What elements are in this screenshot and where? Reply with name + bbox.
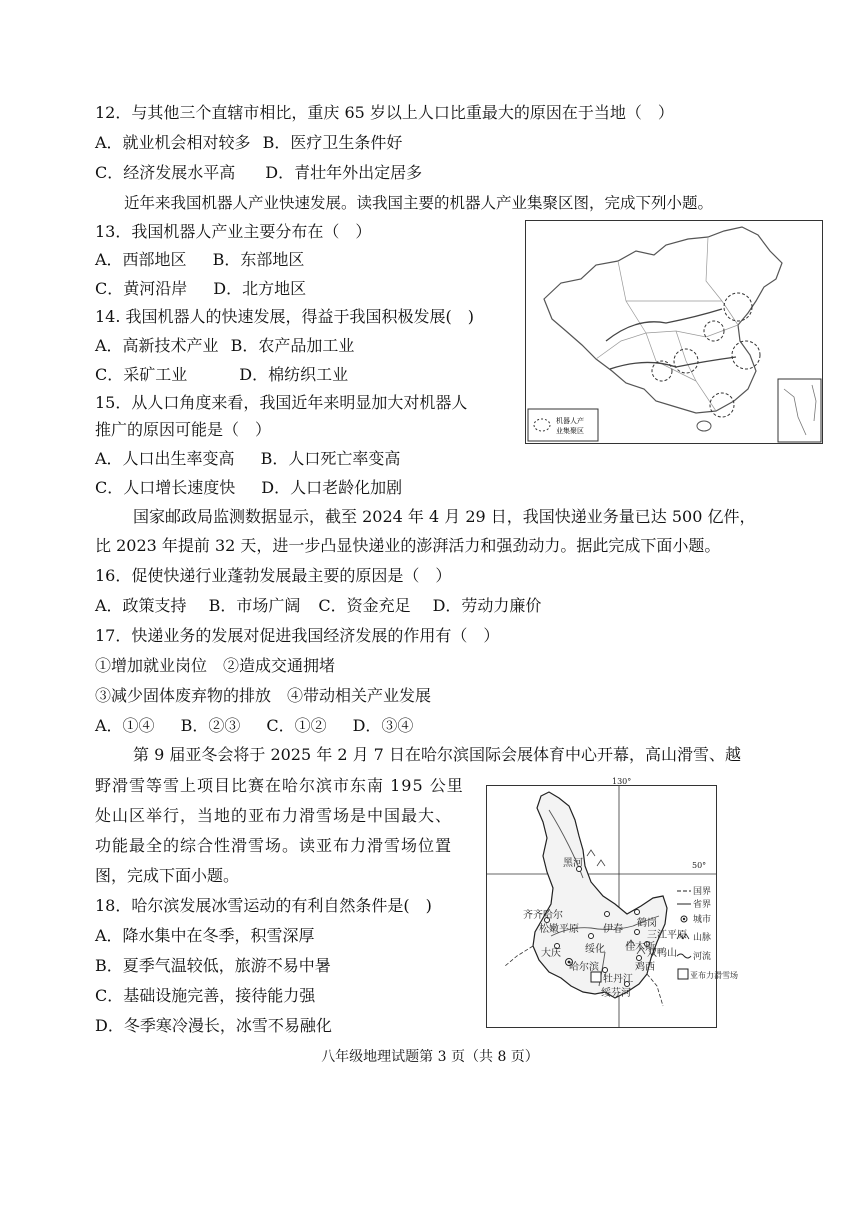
q16-option-b[interactable]: B．市场广阔 (208, 596, 301, 615)
express-intro-line2: 比 2023 年提前 32 天，进一步凸显快递业的澎湃活力和强劲动力。据此完成下面小题。 (95, 536, 721, 555)
q12-option-a[interactable]: A．就业机会相对较多 (95, 133, 251, 152)
ski-intro-line1: 第 9 届亚冬会将于 2025 年 2 月 7 日在哈尔滨国际会展体育中心开幕，高山滑雪、越 (133, 745, 741, 764)
q15-option-d[interactable]: D．人口老龄化加剧 (261, 478, 403, 497)
q14-option-a[interactable]: A．高新技术产业 (95, 336, 219, 355)
q16-option-a[interactable]: A．政策支持 (95, 596, 187, 615)
label-hegang: 鹤岗 (637, 918, 657, 929)
q13-option-c[interactable]: C．黄河沿岸 (95, 279, 188, 298)
label-sanjiang: 三江平原 (647, 930, 687, 941)
q13-stem: 13．我国机器人产业主要分布在（ ） (95, 222, 372, 241)
label-qiqihar: 齐齐哈尔 (523, 910, 563, 921)
q12-options-cd (95, 163, 422, 183)
q17-option-b[interactable]: B．②③ (180, 716, 241, 735)
city-dot-mudanjiang (603, 968, 608, 973)
q18-option-a[interactable]: A．降水集中在冬季，积雪深厚 (95, 926, 315, 945)
city-dot-yichun (605, 912, 610, 917)
q14-option-d[interactable]: D．棉纺织工业 (239, 365, 349, 384)
q17-option-a[interactable]: A．①④ (95, 716, 155, 735)
q17-items-34 (95, 686, 431, 706)
china-map-graphic (526, 221, 822, 443)
heilongjiang-map-graphic (487, 777, 738, 1027)
q17-item-2: ②造成交通拥堵 (223, 656, 336, 675)
legend-mountain-label: 山脉 (693, 933, 712, 943)
q17-option-d[interactable]: D．③④ (352, 716, 414, 735)
q13-option-b[interactable]: B．东部地区 (212, 250, 305, 269)
q18-option-d[interactable]: D．冬季寒冷漫长，冰雪不易融化 (95, 1016, 332, 1035)
city-dot-suihua (589, 934, 594, 939)
ski-intro-line2: 野滑雪等雪上项目比赛在哈尔滨市东南 195 公里 (95, 776, 464, 795)
cluster-pearl-delta (710, 393, 734, 417)
q13-options-ab (95, 250, 304, 270)
legend-river-icon (677, 954, 691, 958)
legend-river-label: 河流 (693, 952, 712, 962)
label-mudanjiang: 牡丹江 (603, 974, 633, 985)
q16-options (95, 596, 541, 616)
q17-item-1: ①增加就业岗位 (95, 656, 208, 675)
q17-option-c[interactable]: C．①② (266, 716, 327, 735)
yabuli-ski-resort-marker (591, 972, 601, 982)
yabuli-location-map (486, 777, 738, 1028)
q15-option-c[interactable]: C．人口增长速度快 (95, 478, 236, 497)
city-dot-jixi (637, 956, 642, 961)
express-intro-line1: 国家邮政局监测数据显示，截至 2024 年 4 月 29 日，我国快递业务量已达 500 亿件， (133, 507, 756, 526)
q16-option-d[interactable]: D．劳动力廉价 (432, 596, 542, 615)
page-footer: 八年级地理试题第 3 页（共 8 页） (321, 1049, 539, 1065)
q12-option-b[interactable]: B．医疗卫生条件好 (262, 133, 403, 152)
china-map-legend (528, 409, 598, 441)
label-suifenhe: 绥芬河 (601, 988, 631, 999)
q14-stem: 14. 我国机器人的快速发展，得益于我国积极发展( ) (95, 307, 475, 326)
legend-cluster-label-1: 机器人产 (556, 417, 584, 425)
legend-city-label: 城市 (693, 915, 712, 925)
q13-options-cd (95, 279, 306, 299)
label-jiamusi: 佳木斯 (625, 942, 655, 953)
q18-option-b[interactable]: B．夏季气温较低，旅游不易中暑 (95, 956, 331, 975)
city-dot-hegang (635, 910, 640, 915)
q14-option-b[interactable]: B．农产品加工业 (230, 336, 355, 355)
legend-cluster-label-2: 业集聚区 (556, 427, 584, 435)
q18-stem: 18．哈尔滨发展冰雪运动的有利自然条件是( ) (95, 896, 432, 915)
q12-option-c[interactable]: C．经济发展水平高 (95, 163, 236, 182)
q15-stem-line2: 推广的原因可能是（ ） (95, 420, 272, 439)
q13-option-a[interactable]: A．西部地区 (95, 250, 187, 269)
q16-stem: 16．促使快递行业蓬勃发展最主要的原因是（ ） (95, 566, 452, 585)
cluster-yangtze-delta (732, 341, 760, 369)
q14-options-cd (95, 365, 348, 385)
q12-option-d[interactable]: D．青壮年外出定居多 (265, 163, 423, 182)
label-heihe: 黑河 (563, 858, 583, 869)
legend-ski-icon (678, 969, 688, 979)
q14-option-c[interactable]: C．采矿工业 (95, 365, 188, 384)
cluster-bohai (704, 321, 724, 341)
lon-label: 130° (612, 777, 632, 786)
q15-option-b[interactable]: B．人口死亡率变高 (260, 449, 401, 468)
lat-label: 50° (692, 861, 707, 870)
ski-intro-line3: 处山区举行，当地的亚布力滑雪场是中国最大、 (95, 806, 453, 825)
robot-intro: 近年来我国机器人产业快速发展。读我国主要的机器人产业集聚区图，完成下列小题。 (124, 194, 714, 212)
legend-ski-label: 亚布力滑雪场 (690, 971, 738, 980)
legend-border-label: 国界 (693, 887, 712, 897)
q14-options-ab (95, 336, 354, 356)
ski-intro-line4: 功能最全的综合性滑雪场。读亚布力滑雪场位置 (95, 836, 453, 855)
q17-items-12 (95, 656, 335, 676)
label-suihua: 绥化 (585, 944, 605, 955)
q15-stem-line1: 15．从人口角度来看，我国近年来明显加大对机器人 (95, 393, 468, 412)
q18-option-c[interactable]: C．基础设施完善，接待能力强 (95, 986, 316, 1005)
q12-stem: 12．与其他三个直辖市相比，重庆 65 岁以上人口比重最大的原因在于当地（ ） (95, 103, 674, 122)
cluster-northeast (724, 293, 752, 321)
label-songnen: 松嫩平原 (539, 924, 579, 935)
ski-intro-line5: 图，完成下面小题。 (95, 866, 240, 885)
mountain-symbol (587, 850, 605, 866)
label-yichun: 伊春 (603, 924, 623, 935)
q17-item-4: ④带动相关产业发展 (287, 686, 432, 705)
q17-stem: 17．快递业务的发展对促进我国经济发展的作用有（ ） (95, 626, 500, 645)
q15-options-ab (95, 449, 400, 469)
label-shuangyashan: 双鸭山 (647, 948, 677, 959)
q17-options (95, 716, 413, 736)
label-jixi: 鸡西 (635, 962, 655, 973)
china-robot-map (525, 220, 823, 444)
q16-option-c[interactable]: C．资金充足 (318, 596, 411, 615)
q15-option-a[interactable]: A．人口出生率变高 (95, 449, 235, 468)
q17-item-3: ③减少固体废弃物的排放 (95, 686, 272, 705)
label-daqing: 大庆 (541, 948, 561, 959)
south-china-sea-inset (778, 379, 821, 442)
label-harbin: 哈尔滨 (569, 962, 599, 973)
legend-province-label: 省界 (693, 900, 712, 910)
q15-options-cd (95, 478, 402, 498)
q13-option-d[interactable]: D．北方地区 (213, 279, 307, 298)
q12-options-ab (95, 133, 402, 153)
city-dot-jiamusi (635, 930, 640, 935)
